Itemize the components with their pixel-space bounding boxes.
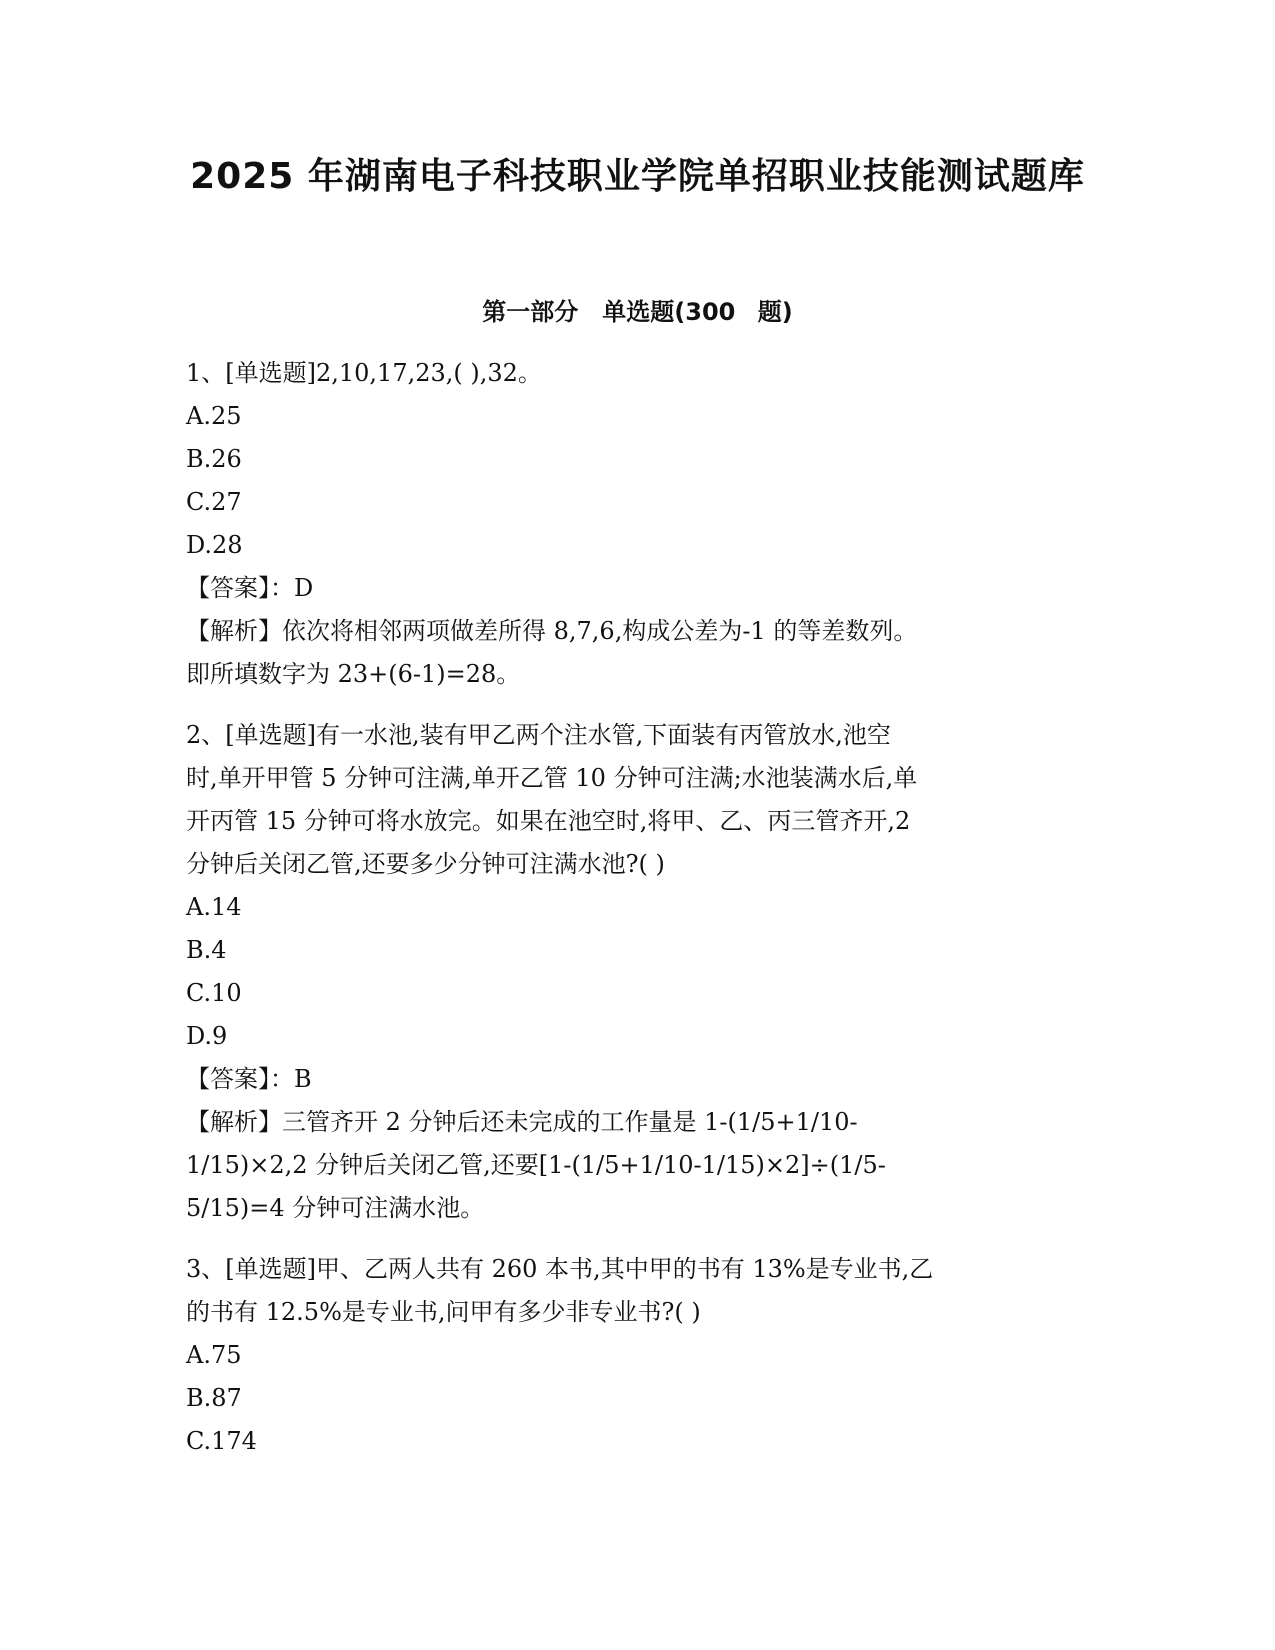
analysis-label: 【解析】 <box>186 617 282 645</box>
question-stem: 1、[单选题]2,10,17,23,( ),32。 <box>186 359 542 387</box>
option-b: B.4 <box>186 936 227 964</box>
analysis-text: 5/15)=4 分钟可注满水池。 <box>186 1194 485 1222</box>
question-list <box>186 352 1066 1463</box>
analysis-text: 依次将相邻两项做差所得 8,7,6,构成公差为-1 的等差数列。 <box>282 617 918 645</box>
option-c: C.10 <box>186 979 242 1007</box>
option-c: C.174 <box>186 1427 257 1455</box>
question-stem: 时,单开甲管 5 分钟可注满,单开乙管 10 分钟可注满;水池装满水后,单 <box>186 764 918 792</box>
question-stem: 开丙管 15 分钟可将水放完。如果在池空时,将甲、乙、丙三管齐开,2 <box>186 807 911 835</box>
option-c: C.27 <box>186 488 242 516</box>
question-stem: 3、[单选题]甲、乙两人共有 260 本书,其中甲的书有 13%是专业书,乙 <box>186 1255 934 1283</box>
section-heading: 第一部分 单选题(300 题) <box>482 298 793 326</box>
question-stem: 的书有 12.5%是专业书,问甲有多少非专业书?( ) <box>186 1298 701 1326</box>
analysis-line <box>186 610 1066 653</box>
option-d: D.28 <box>186 531 243 559</box>
analysis-text: 即所填数字为 23+(6-1)=28。 <box>186 660 521 688</box>
document-title: 2025 年湖南电子科技职业学院单招职业技能测试题库 <box>190 156 1085 197</box>
answer-value: D <box>294 574 314 602</box>
answer-label: 【答案】： <box>186 574 294 602</box>
analysis-line <box>186 1101 1066 1144</box>
analysis-label: 【解析】 <box>186 1108 282 1136</box>
option-a: A.14 <box>186 893 242 921</box>
question-3 <box>186 1248 1066 1463</box>
analysis-text: 三管齐开 2 分钟后还未完成的工作量是 1-(1/5+1/10- <box>282 1108 858 1136</box>
question-stem: 分钟后关闭乙管,还要多少分钟可注满水池?( ) <box>186 850 665 878</box>
answer-label: 【答案】： <box>186 1065 294 1093</box>
question-stem: 2、[单选题]有一水池,装有甲乙两个注水管,下面装有丙管放水,池空 <box>186 721 891 749</box>
option-a: A.75 <box>186 1341 242 1369</box>
option-b: B.26 <box>186 445 242 473</box>
option-d: D.9 <box>186 1022 228 1050</box>
answer-value: B <box>294 1065 312 1093</box>
option-a: A.25 <box>186 402 242 430</box>
option-b: B.87 <box>186 1384 242 1412</box>
answer-line <box>186 1058 1066 1101</box>
question-1 <box>186 352 1066 696</box>
analysis-text: 1/15)×2,2 分钟后关闭乙管,还要[1-(1/5+1/10-1/15)×2]÷(1/5- <box>186 1151 886 1179</box>
answer-line <box>186 567 1066 610</box>
question-2 <box>186 714 1066 1230</box>
